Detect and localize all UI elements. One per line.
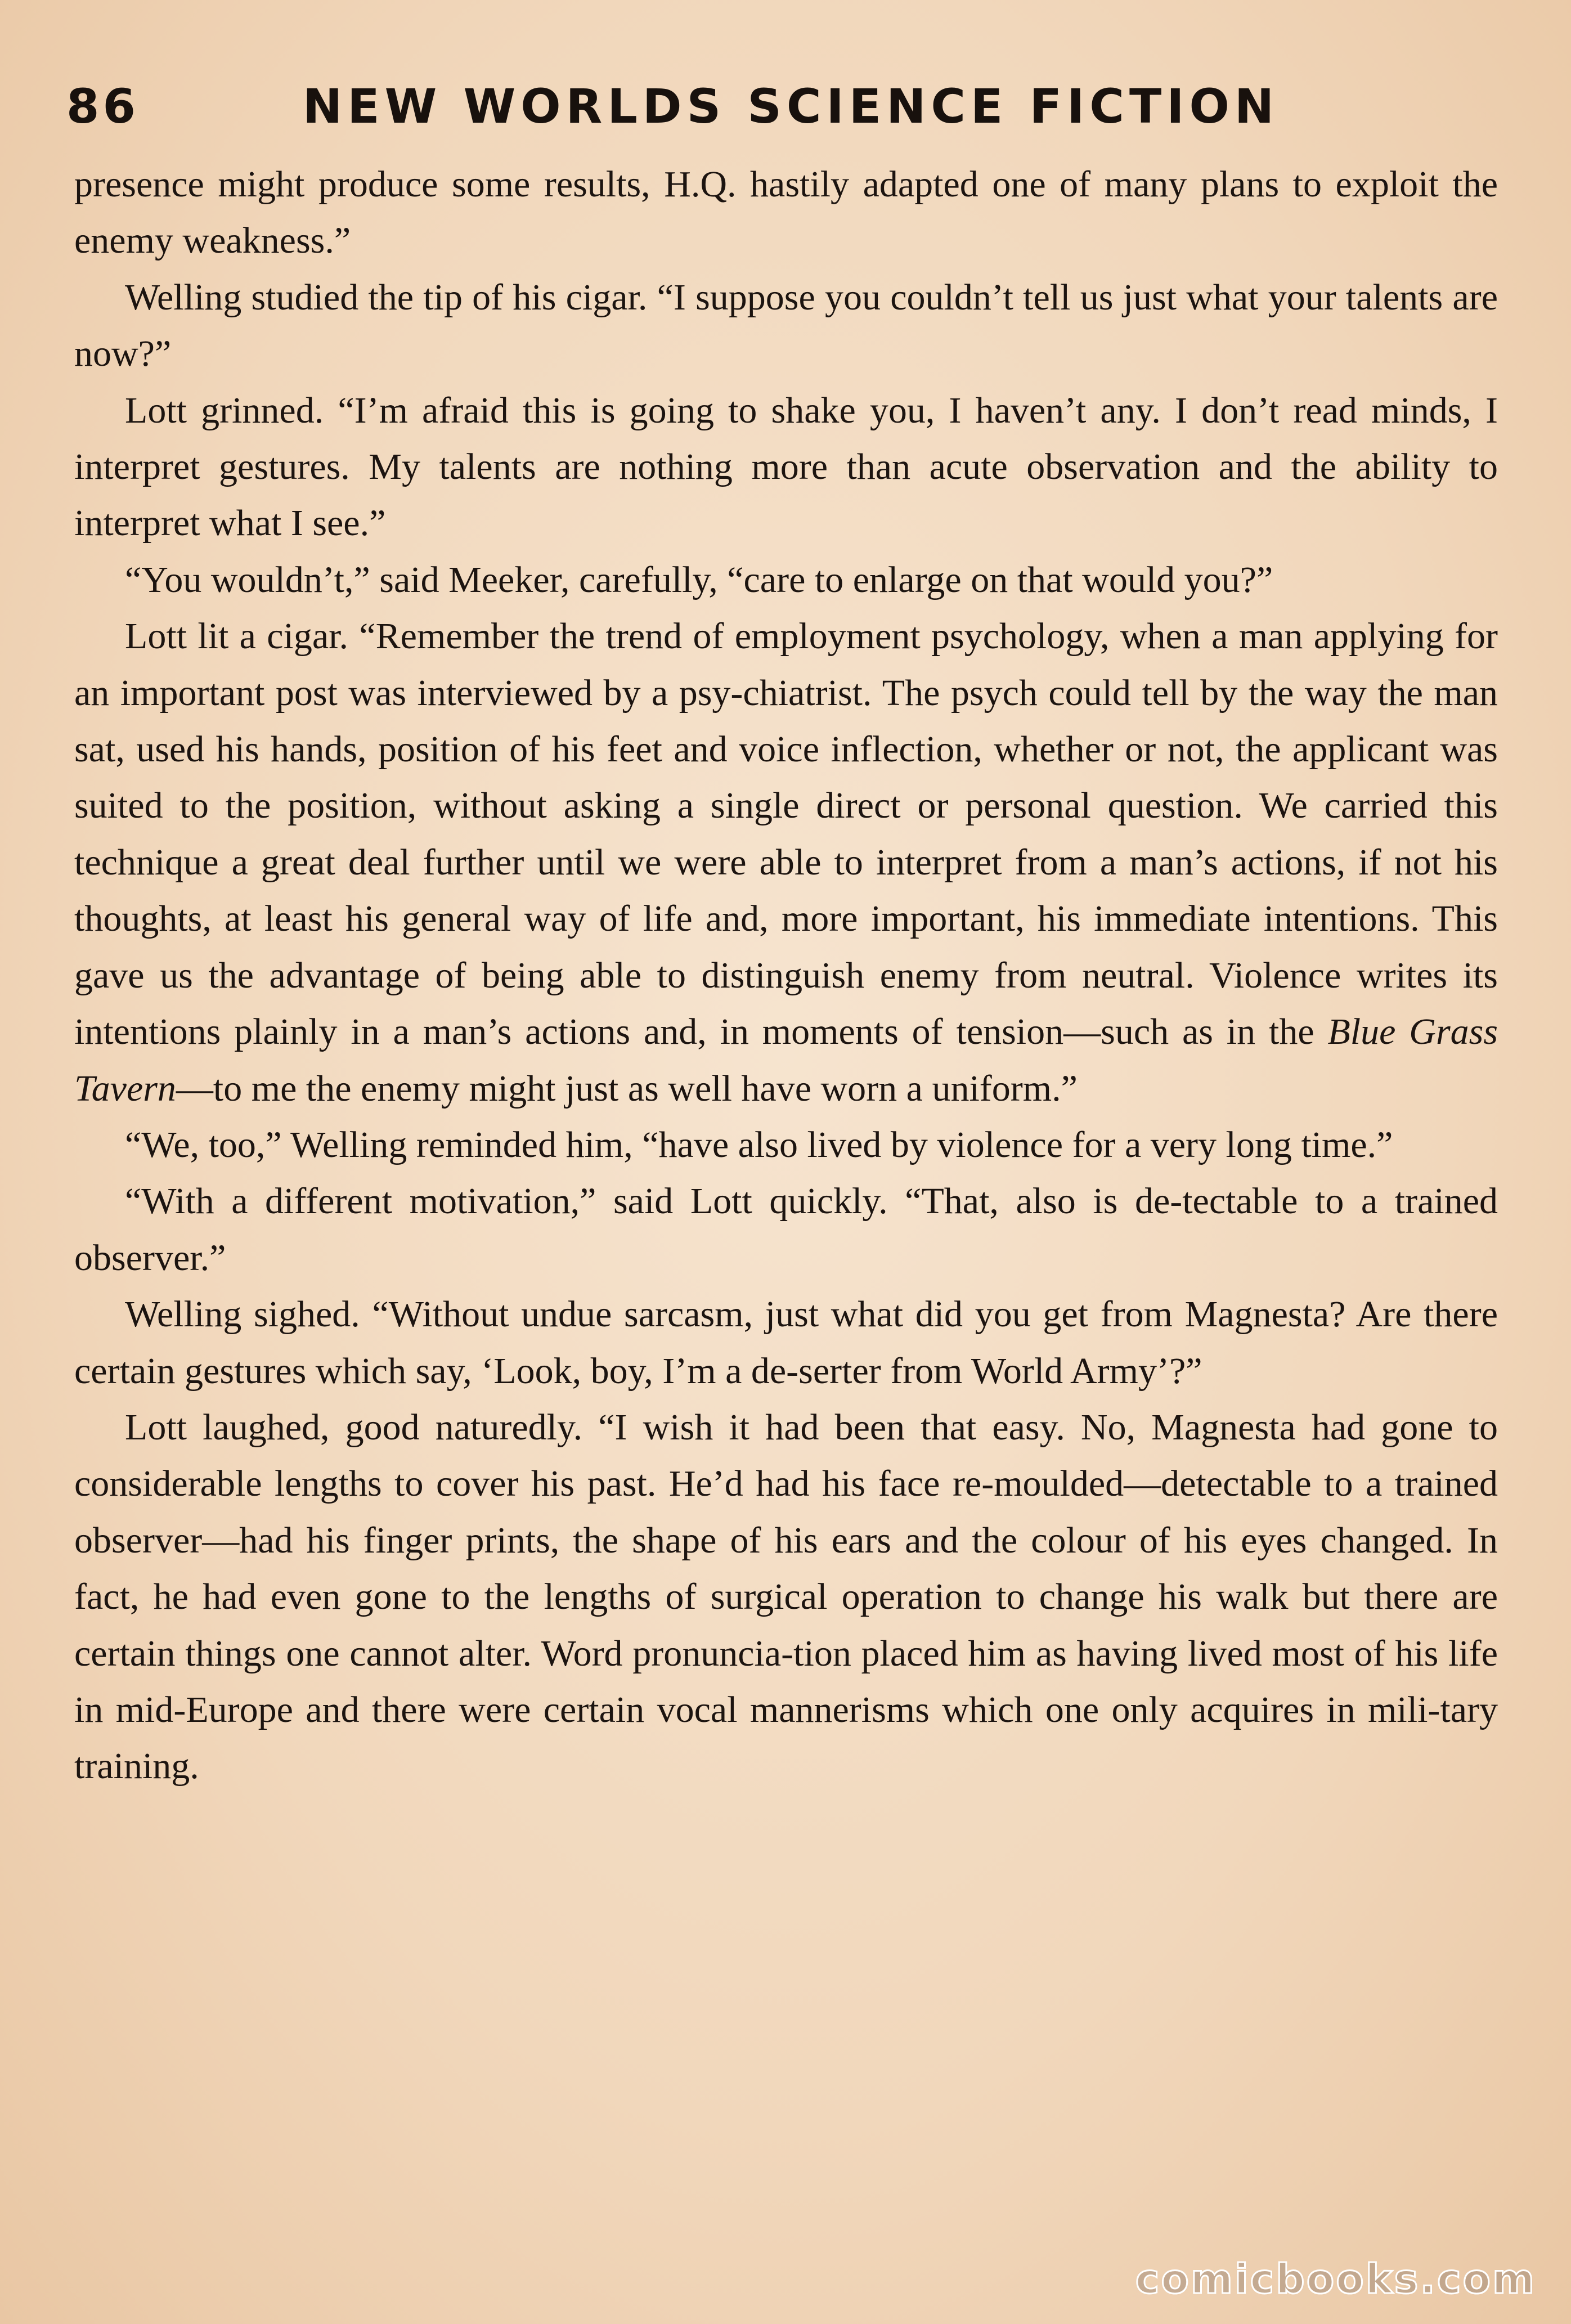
story-text [74,156,1498,1795]
paragraph-1: presence might produce some results, H.Q. hastily adapted one of many plans to exploit the enemy weakness.” [74,164,1498,262]
site-watermark: comicbooks.com [1135,2255,1536,2303]
running-title: NEW WORLDS SCIENCE FICTION [303,79,1280,134]
paragraph-9: Lott laughed, good naturedly. “I wish it had been that easy. No, Magnesta had gone to considerable lengths to cover his past. He’d had his face re-moulded—detectable to a trained observer—had his finger prints, the shape of his ears and the colour of his eyes changed. In fact, he had even gone to the lengths of surgical operation to change his walk but there are certain things one cannot alter. Word pronuncia-tion placed him as having lived most of his life in mid-Europe and there were certain vocal mannerisms which one only acquires in mili-tary training. [74,1406,1498,1787]
paragraph-4: “You wouldn’t,” said Meeker, carefully, “care to enlarge on that would you?” [125,559,1273,600]
paragraph-5-after: —to me the enemy might just as well have worn a uniform.” [176,1067,1078,1109]
paragraph-8: Welling sighed. “Without undue sarcasm, just what did you get from Magnesta? Are there certain gestures which say, ‘Look, boy, I’m a de-serter from World Army’?” [74,1294,1498,1392]
paragraph-5 [74,608,1498,1117]
tavern-name: Blue Grass Tavern [74,1011,1498,1109]
paragraph-2: Welling studied the tip of his cigar. “I suppose you couldn’t tell us just what your talents are now?” [74,276,1498,375]
paragraph-6: “We, too,” Welling reminded him, “have also lived by violence for a very long time.” [125,1124,1393,1165]
paragraph-5-text: Lott lit a cigar. “Remember the trend of employment psychology, when a man applying for an important post was interviewed by a psy-chiatrist. The psych could tell by the way the man sat, used his hands, position of his feet and voice inflection, whether or not, the applicant was suited to the position, without asking a single direct or personal question. We carried this technique a great deal further until we were able to interpret from a man’s actions, if not his thoughts, at least his general way of life and, more important, his immediate intentions. This gave us the advantage of being able to distinguish enemy from neutral. Violence writes its intentions plainly in a man’s actions and, in moments of tension—such as in the [74,616,1498,1053]
page-number: 86 [66,79,139,134]
paragraph-3: Lott grinned. “I’m afraid this is going to shake you, I haven’t any. I don’t read minds, I interpret gestures. My talents are nothing more than acute observation and the ability to interpret what I see.” [74,389,1498,544]
page-header [66,79,1507,141]
paragraph-7: “With a different motivation,” said Lott quickly. “That, also is de-tectable to a trained observer.” [74,1181,1498,1278]
